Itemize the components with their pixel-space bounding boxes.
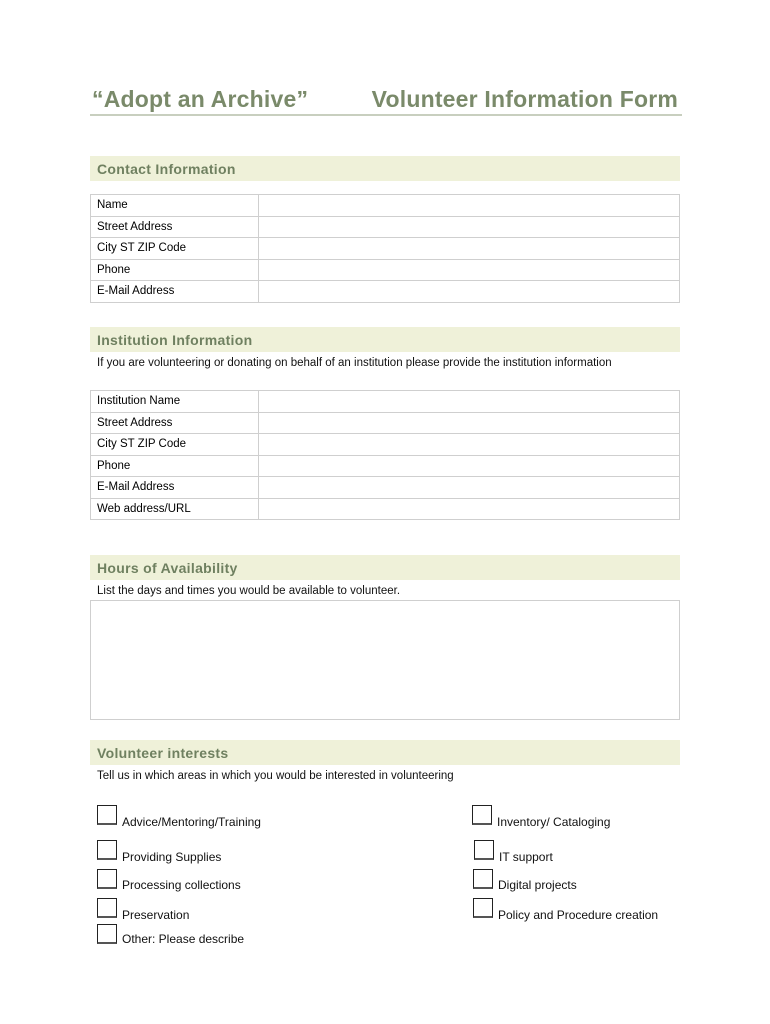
checkbox-label: Inventory/ Cataloging	[497, 815, 611, 829]
table-row	[91, 434, 680, 456]
table-row	[91, 455, 680, 477]
checkbox-digital[interactable]	[473, 869, 493, 889]
contact-section-title: Contact Information	[97, 161, 236, 177]
checkbox-it-support[interactable]	[474, 840, 494, 860]
field-label: E-Mail Address	[91, 281, 259, 303]
street-address-field[interactable]	[259, 216, 680, 238]
table-row	[91, 238, 680, 260]
checkbox-label: Policy and Procedure creation	[498, 908, 659, 922]
table-row	[91, 195, 680, 217]
field-label: Street Address	[91, 412, 259, 434]
institution-url-field[interactable]	[259, 498, 680, 520]
city-st-zip-field[interactable]	[259, 238, 680, 260]
checkbox-other[interactable]	[97, 924, 117, 944]
interests-section-title: Volunteer interests	[97, 745, 229, 761]
field-label: Web address/URL	[91, 498, 259, 520]
checkbox-policy[interactable]	[473, 898, 493, 918]
contact-section-header	[90, 156, 680, 181]
form-title: Volunteer Information Form	[371, 86, 678, 112]
program-title: “Adopt an Archive”	[92, 86, 309, 112]
table-row	[91, 259, 680, 281]
phone-field[interactable]	[259, 259, 680, 281]
interests-note: Tell us in which areas in which you would be interested in volunteering	[97, 770, 454, 782]
institution-name-field[interactable]	[259, 391, 680, 413]
checkbox-label: Processing collections	[122, 878, 241, 892]
field-label: Phone	[91, 455, 259, 477]
name-field[interactable]	[259, 195, 680, 217]
field-label: Name	[91, 195, 259, 217]
checkbox-label: Other: Please describe	[122, 932, 245, 946]
table-row	[91, 216, 680, 238]
institution-note: If you are volunteering or donating on behalf of an institution please provide the institution information	[97, 357, 612, 369]
field-label: Street Address	[91, 216, 259, 238]
checkbox-label: Digital projects	[498, 878, 577, 892]
hours-note: List the days and times you would be available to volunteer.	[97, 585, 401, 597]
hours-section-header	[90, 555, 680, 580]
field-label: E-Mail Address	[91, 477, 259, 499]
field-label: Phone	[91, 259, 259, 281]
interests-section-header	[90, 740, 680, 765]
institution-section-title: Institution Information	[97, 332, 253, 348]
checkbox-label: IT support	[499, 850, 553, 864]
table-row	[91, 281, 680, 303]
checkbox-processing[interactable]	[97, 869, 117, 889]
checkbox-supplies[interactable]	[97, 840, 117, 860]
form-title-row	[90, 86, 682, 116]
table-row	[91, 412, 680, 434]
hours-section-title: Hours of Availability	[97, 560, 238, 576]
institution-street-field[interactable]	[259, 412, 680, 434]
checkbox-preservation[interactable]	[97, 898, 117, 918]
institution-phone-field[interactable]	[259, 455, 680, 477]
email-field[interactable]	[259, 281, 680, 303]
field-label: City ST ZIP Code	[91, 434, 259, 456]
availability-textarea[interactable]	[90, 600, 680, 720]
contact-table	[90, 194, 680, 303]
table-row	[91, 391, 680, 413]
table-row	[91, 498, 680, 520]
institution-email-field[interactable]	[259, 477, 680, 499]
institution-city-field[interactable]	[259, 434, 680, 456]
institution-section-header	[90, 327, 680, 352]
field-label: City ST ZIP Code	[91, 238, 259, 260]
field-label: Institution Name	[91, 391, 259, 413]
checkbox-label: Preservation	[122, 908, 190, 922]
checkbox-advice[interactable]	[97, 805, 117, 825]
checkbox-inventory[interactable]	[472, 805, 492, 825]
checkbox-label: Providing Supplies	[122, 850, 222, 864]
checkbox-label: Advice/Mentoring/Training	[122, 815, 261, 829]
table-row	[91, 477, 680, 499]
institution-table	[90, 390, 680, 520]
